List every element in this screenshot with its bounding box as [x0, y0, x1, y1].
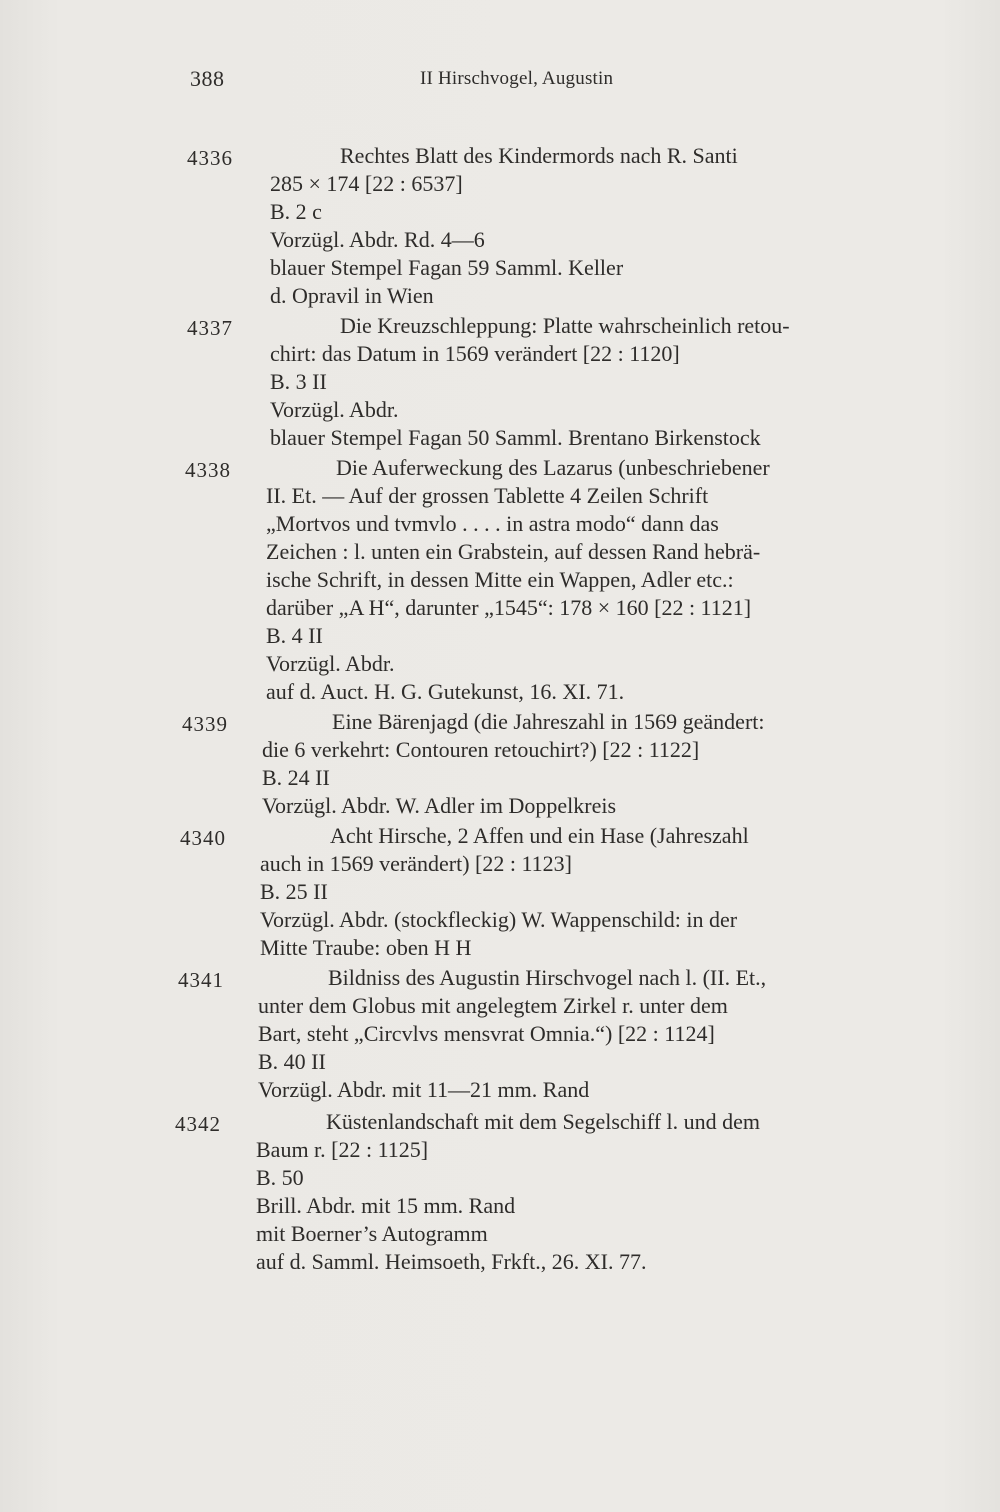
- entry-line: unter dem Globus mit angelegtem Zirkel r. unter dem: [258, 993, 728, 1018]
- page-header: [190, 66, 890, 100]
- entry-line-title: Die Kreuzschleppung: Platte wahrscheinlich retou-: [340, 313, 790, 338]
- entry-line: Brill. Abdr. mit 15 mm. Rand: [256, 1193, 516, 1218]
- entry-line: Vorzügl. Abdr.: [266, 651, 395, 676]
- entry-number: 4340: [180, 826, 226, 850]
- entry-line: blauer Stempel Fagan 50 Samml. Brentano Birkenstock: [270, 425, 761, 450]
- page-number: 388: [190, 66, 225, 91]
- entry-line: B. 4 II: [266, 623, 323, 648]
- entry-number: 4339: [182, 712, 228, 736]
- entry-line: ische Schrift, in dessen Mitte ein Wappen, Adler etc.:: [266, 567, 734, 592]
- entry-line: die 6 verkehrt: Contouren retouchirt?) [22 : 1122]: [262, 737, 700, 762]
- entry-line: auf d. Auct. H. G. Gutekunst, 16. XI. 71.: [266, 679, 625, 704]
- entry-line: auf d. Samml. Heimsoeth, Frkft., 26. XI. 77.: [256, 1249, 647, 1274]
- entry-line: B. 40 II: [258, 1049, 326, 1074]
- entry-line: B. 3 II: [270, 369, 327, 394]
- entry-line-title: Rechtes Blatt des Kindermords nach R. Santi: [340, 143, 738, 168]
- entry-line: Mitte Traube: oben H H: [260, 935, 472, 960]
- entry-line-title: Acht Hirsche, 2 Affen und ein Hase (Jahreszahl: [330, 823, 749, 848]
- entry-number: 4337: [187, 316, 233, 340]
- entry-line: B. 2 c: [270, 199, 322, 224]
- entry-line: darüber „A H“, darunter „1545“: 178 × 160 [22 : 1121]: [266, 595, 752, 620]
- entry-line: Vorzügl. Abdr. (stockfleckig) W. Wappenschild: in der: [260, 907, 738, 932]
- entry-line: Vorzügl. Abdr. Rd. 4—6: [270, 227, 485, 252]
- entry-number: 4342: [175, 1112, 221, 1136]
- entry-line: B. 25 II: [260, 879, 328, 904]
- entry-line: Vorzügl. Abdr. W. Adler im Doppelkreis: [262, 793, 617, 818]
- entry-line: Bart, steht „Circvlvs mensvrat Omnia.“) [22 : 1124]: [258, 1021, 715, 1046]
- entry-line: Baum r. [22 : 1125]: [256, 1137, 429, 1162]
- entry-number: 4336: [187, 146, 233, 170]
- entry-line: „Mortvos und tvmvlo . . . . in astra modo“ dann das: [266, 511, 719, 536]
- entry-line: auch in 1569 verändert) [22 : 1123]: [260, 851, 572, 876]
- entry-line-title: Die Auferweckung des Lazarus (unbeschriebener: [336, 455, 770, 480]
- entry-line: Vorzügl. Abdr. mit 11—21 mm. Rand: [258, 1077, 590, 1102]
- entry-number: 4341: [178, 968, 224, 992]
- entry-line: d. Opravil in Wien: [270, 283, 434, 308]
- entry-line: Zeichen : l. unten ein Grabstein, auf dessen Rand hebrä-: [266, 539, 761, 564]
- entry-line: chirt: das Datum in 1569 verändert [22 : 1120]: [270, 341, 680, 366]
- entry-line-title: Küstenlandschaft mit dem Segelschiff l. und dem: [326, 1109, 761, 1134]
- running-title: II Hirschvogel, Augustin: [420, 68, 614, 89]
- entry-line-title: Bildniss des Augustin Hirschvogel nach l. (II. Et.,: [328, 965, 767, 990]
- entry-line: blauer Stempel Fagan 59 Samml. Keller: [270, 255, 624, 280]
- entry-line: 285 × 174 [22 : 6537]: [270, 171, 463, 196]
- entry-line-title: Eine Bärenjagd (die Jahreszahl in 1569 geändert:: [332, 709, 765, 734]
- entry-line: Vorzügl. Abdr.: [270, 397, 399, 422]
- entry-line: B. 50: [256, 1165, 304, 1190]
- entry-line: B. 24 II: [262, 765, 330, 790]
- entry-number: 4338: [185, 458, 231, 482]
- entry-line: mit Boerner’s Autogramm: [256, 1221, 488, 1246]
- entry-line: II. Et. — Auf der grossen Tablette 4 Zeilen Schrift: [266, 483, 709, 508]
